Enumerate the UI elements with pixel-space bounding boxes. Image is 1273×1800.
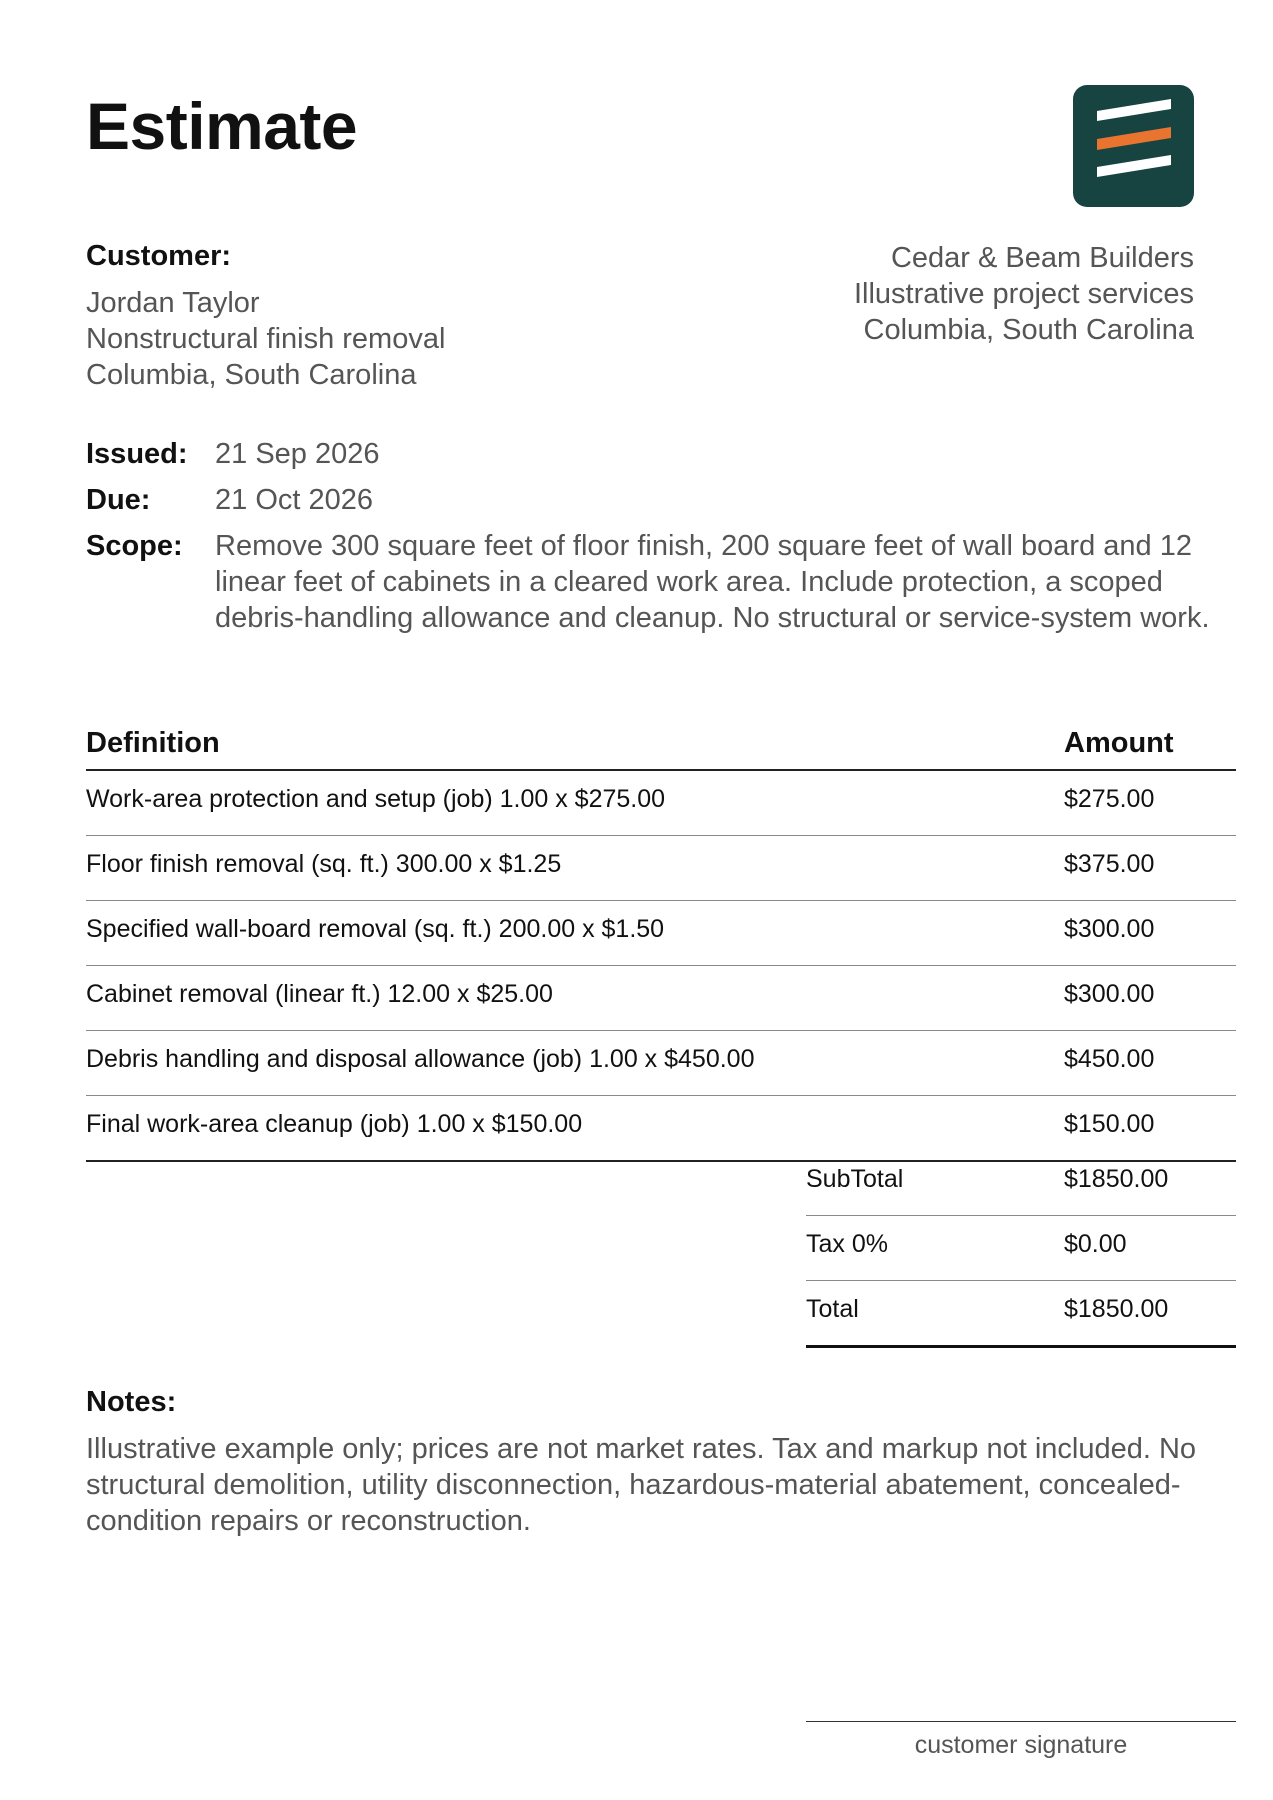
row-definition: Specified wall-board removal (sq. ft.) 200.00 x $1.50 — [86, 915, 665, 943]
total-label: Total — [806, 1295, 859, 1323]
customer-label: Customer: — [86, 240, 232, 272]
company-logo — [1073, 85, 1194, 207]
row-amount: $450.00 — [1064, 1045, 1155, 1073]
company-tagline: Illustrative project services — [853, 278, 1194, 310]
table-row — [86, 836, 1236, 901]
issued-value: 21 Sep 2026 — [215, 438, 380, 470]
subtotal-row — [806, 1151, 1236, 1216]
row-amount: $275.00 — [1064, 785, 1155, 813]
company-location: Columbia, South Carolina — [863, 314, 1194, 346]
totals-block — [806, 1151, 1236, 1348]
table-row — [86, 1031, 1236, 1096]
tax-row — [806, 1216, 1236, 1281]
scope-value: Remove 300 square feet of floor finish, 200 square feet of wall board and 12 linear feet of cabinets in a cleared work area. Include protection, a scoped debris-handling allowance and cleanup. No structural or service-system work. — [215, 530, 1210, 634]
row-definition: Work-area protection and setup (job) 1.00 x $275.00 — [86, 785, 666, 813]
subtotal-value: $1850.00 — [1064, 1165, 1169, 1193]
header-definition: Definition — [86, 727, 220, 759]
notes-text: Illustrative example only; prices are not market rates. Tax and markup not included. No structural demolition, utility disconnection, hazardous-material abatement, concealed-condition repairs or reconstruction. — [86, 1433, 1197, 1537]
row-amount: $150.00 — [1064, 1110, 1155, 1138]
customer-block — [86, 285, 445, 393]
total-value: $1850.00 — [1064, 1295, 1169, 1323]
row-definition: Floor finish removal (sq. ft.) 300.00 x $1.25 — [86, 850, 562, 878]
issued-label: Issued: — [86, 438, 188, 470]
table-header — [86, 724, 1236, 771]
row-definition: Cabinet removal (linear ft.) 12.00 x $25.00 — [86, 980, 553, 1008]
tax-label: Tax 0% — [806, 1230, 888, 1258]
total-row — [806, 1281, 1236, 1348]
customer-project: Nonstructural finish removal — [86, 323, 446, 355]
row-definition: Debris handling and disposal allowance (job) 1.00 x $450.00 — [86, 1045, 755, 1073]
due-value: 21 Oct 2026 — [215, 484, 373, 516]
row-amount: $300.00 — [1064, 915, 1155, 943]
header-amount: Amount — [1064, 727, 1174, 759]
signature-label: customer signature — [914, 1731, 1128, 1759]
stacked-layers-logo-icon — [1073, 85, 1194, 207]
scope-label: Scope: — [86, 530, 183, 562]
line-items-table — [86, 724, 1236, 1162]
subtotal-label: SubTotal — [806, 1165, 904, 1193]
customer-location: Columbia, South Carolina — [86, 359, 417, 391]
company-name: Cedar & Beam Builders — [890, 242, 1194, 274]
tax-value: $0.00 — [1064, 1230, 1127, 1258]
table-row — [86, 966, 1236, 1031]
company-block — [854, 240, 1194, 348]
row-definition: Final work-area cleanup (job) 1.00 x $150.00 — [86, 1110, 583, 1138]
due-label: Due: — [86, 484, 151, 516]
table-row — [86, 771, 1236, 836]
row-amount: $300.00 — [1064, 980, 1155, 1008]
signature-line[interactable] — [806, 1721, 1236, 1722]
customer-name: Jordan Taylor — [86, 287, 260, 319]
document-title: Estimate — [86, 89, 358, 163]
notes-label: Notes: — [86, 1386, 177, 1418]
row-amount: $375.00 — [1064, 850, 1155, 878]
table-row — [86, 901, 1236, 966]
